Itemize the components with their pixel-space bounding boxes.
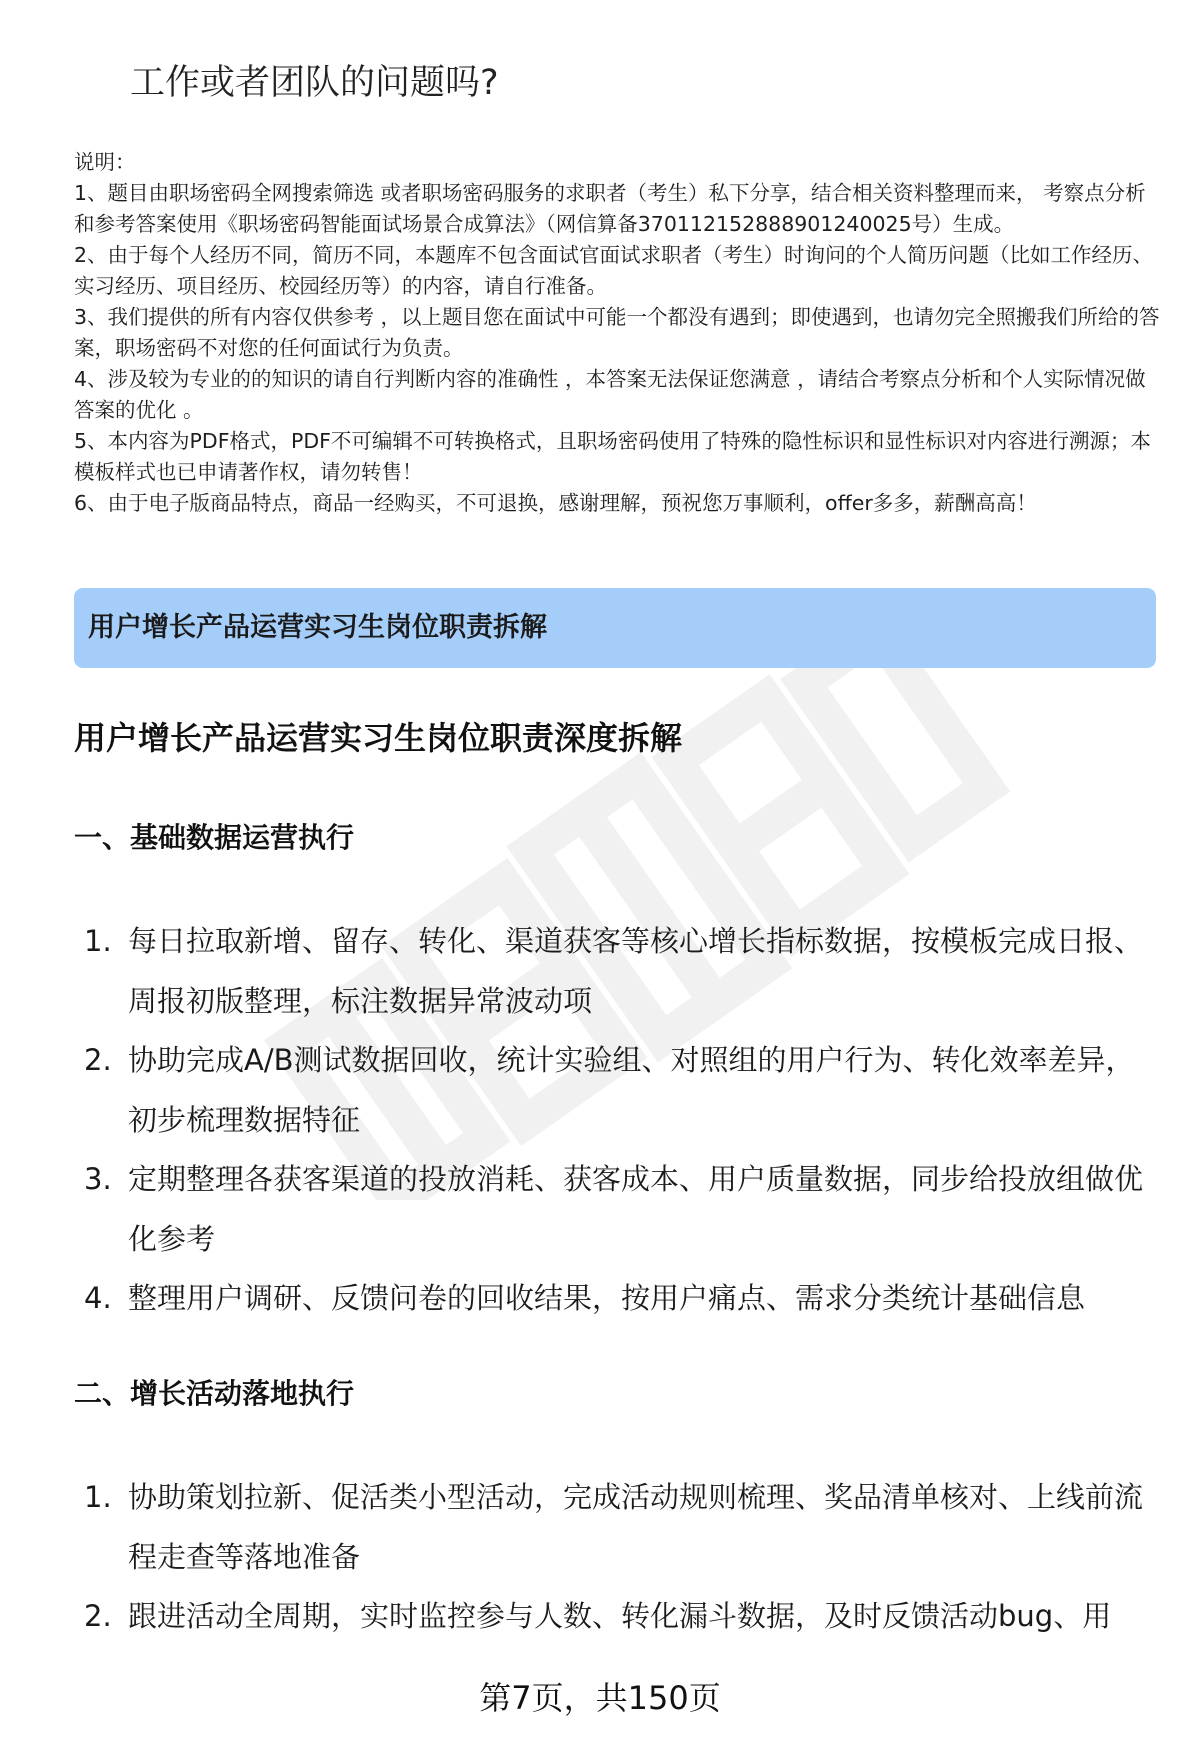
list-item [74, 1031, 1154, 1150]
section-banner [74, 588, 1156, 668]
page-number-footer: 第7页，共150页 [479, 1679, 721, 1717]
note-item: 4、涉及较为专业的的知识的请自行判断内容的准确性 ，本答案无法保证您满意 ，请结合考察点分析和个人实际情况做答案的优化 。 [74, 367, 1146, 422]
disclaimer-notes [74, 147, 1164, 519]
list-item [74, 912, 1154, 1031]
growth-activity-duty-list [74, 1468, 1154, 1647]
notes-heading: 说明： [74, 150, 136, 174]
list-item-number: 1. [84, 924, 112, 958]
note-item: 3、我们提供的所有内容仅供参考 ，以上题目您在面试中可能一个都没有遇到；即使遇到，也请勿完全照搬我们所给的答案，职场密码不对您的任何面试行为负责。 [74, 305, 1160, 360]
list-item-text: 协助策划拉新、促活类小型活动，完成活动规则梳理、奖品清单核对、上线前流程走查等落地准备 [128, 1480, 1144, 1574]
list-item-number: 4. [84, 1281, 112, 1315]
list-item-text: 协助完成A/B测试数据回收，统计实验组、对照组的用户行为、转化效率差异，初步梳理数据特征 [128, 1043, 1135, 1137]
list-item [74, 1468, 1154, 1587]
main-title: 用户增长产品运营实习生岗位职责深度拆解 [74, 719, 683, 757]
list-item-number: 3. [84, 1162, 112, 1196]
section-heading-growth-activity: 二、增长活动落地执行 [74, 1377, 355, 1410]
list-item-text: 跟进活动全周期，实时监控参与人数、转化漏斗数据，及时反馈活动bug、用 [128, 1599, 1112, 1633]
list-item-text: 每日拉取新增、留存、转化、渠道获客等核心增长指标数据，按模板完成日报、周报初版整理，标注数据异常波动项 [128, 924, 1144, 1018]
section-heading-basic-data: 一、基础数据运营执行 [74, 821, 355, 854]
list-item-text: 整理用户调研、反馈问卷的回收结果，按用户痛点、需求分类统计基础信息 [128, 1281, 1086, 1315]
note-item: 6、由于电子版商品特点，商品一经购买，不可退换，感谢理解，预祝您万事顺利，offer多多，薪酬高高！ [74, 491, 1037, 515]
list-item [74, 1587, 1154, 1647]
list-item-text: 定期整理各获客渠道的投放消耗、获客成本、用户质量数据，同步给投放组做优化参考 [128, 1162, 1144, 1256]
note-item: 2、由于每个人经历不同，简历不同，本题库不包含面试官面试求职者（考生）时询问的个人简历问题（比如工作经历、实习经历、项目经历、校园经历等）的内容，请自行准备。 [74, 243, 1154, 298]
list-item [74, 1150, 1154, 1269]
continued-question-text: 工作或者团队的问题吗? [130, 63, 499, 103]
list-item-number: 1. [84, 1480, 112, 1514]
note-item: 5、本内容为PDF格式，PDF不可编辑不可转换格式，且职场密码使用了特殊的隐性标识和显性标识对内容进行溯源；本模板样式也已申请著作权，请勿转售！ [74, 429, 1151, 484]
note-item: 1、题目由职场密码全网搜索筛选 或者职场密码服务的求职者（考生）私下分享，结合相关资料整理而来， 考察点分析和参考答案使用《职场密码智能面试场景合成算法》（网信算备370112152888901240025号）生成。 [74, 181, 1146, 236]
list-item-number: 2. [84, 1599, 112, 1633]
basic-data-duty-list [74, 912, 1154, 1329]
list-item [74, 1269, 1154, 1329]
list-item-number: 2. [84, 1043, 112, 1077]
banner-title: 用户增长产品运营实习生岗位职责拆解 [88, 612, 547, 643]
